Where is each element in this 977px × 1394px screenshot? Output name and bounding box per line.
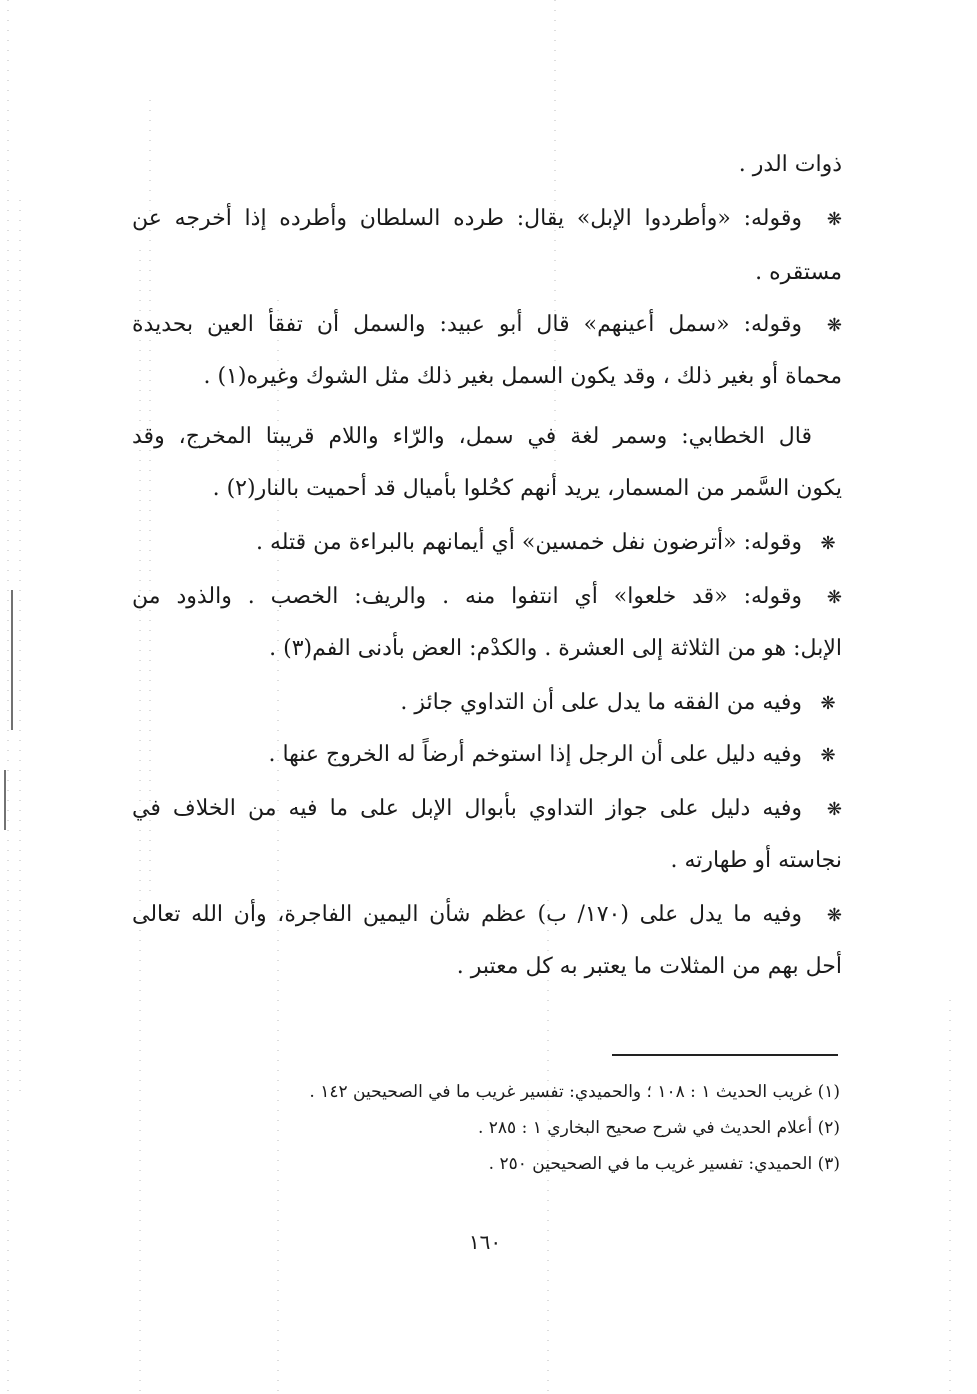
text-line: أحل بهم من المثلات ما يعتبر به كل معتبر . bbox=[456, 954, 842, 979]
footnote-item: (١) غريب الحديث ١ : ١٠٨ ؛ والحميدي: تفسير غريب ما في الصحيحين ١٤٢ . bbox=[309, 1082, 840, 1102]
text-line: قال الخطابي: وسمر لغة في سمل، والرّاء واللام قريبتا المخرج، وقد bbox=[132, 424, 812, 449]
footnote-item: (٣) الحميدي: تفسير غريب ما في الصحيحين ٢٥٠ . bbox=[488, 1154, 840, 1174]
text-line: ❋وفيه دليل على أن الرجل إذا استوخم أرضاً له الخروج عنها . bbox=[132, 730, 842, 780]
text-line: ❋وفيه دليل على جواز التداوي بأبوال الإبل على ما فيه من الخلاف في bbox=[132, 784, 842, 834]
text-line: مستقره . bbox=[755, 260, 842, 285]
asterism-icon: ❋ bbox=[820, 533, 836, 554]
footnote-separator bbox=[612, 1054, 838, 1056]
text-line: نجاسته أو طهارته . bbox=[670, 848, 842, 873]
text-line: ❋وفيه من الفقه ما يدل على أن التداوي جائز . bbox=[132, 678, 842, 728]
text-line: الإبل: هو من الثلاثة إلى العشرة . والكدْم: العض بأدنى الفم(٣) . bbox=[269, 636, 842, 661]
text-line: محماة أو بغير ذلك ، وقد يكون السمل بغير ذلك مثل الشوك وغيره(١) . bbox=[203, 364, 842, 389]
page-number: ١٦٠ bbox=[468, 1230, 502, 1254]
asterism-icon: ❋ bbox=[820, 693, 836, 714]
text-line: ❋وفيه ما يدل على (١٧٠/ ب) عظم شأن اليمين الفاجرة، وأن الله تعالى bbox=[132, 890, 842, 940]
text-line: يكون السَّمر من المسمار، يريد أنهم كحُلوا بأميال قد أحميت بالنار(٢) . bbox=[212, 476, 842, 501]
text-line: ❋وقوله: «سمل أعينهم» قال أبو عبيد: والسمل أن تفقأ العين بحديدة bbox=[132, 300, 842, 350]
asterism-icon: ❋ bbox=[826, 587, 842, 608]
asterism-icon: ❋ bbox=[826, 905, 842, 926]
asterism-icon: ❋ bbox=[826, 209, 842, 230]
footnote-item: (٢) أعلام الحديث في شرح صحيح البخاري ١ : ٢٨٥ . bbox=[477, 1118, 840, 1138]
text-line: ❋وقوله: «قد خلعوا» أي انتفوا منه . والريف: الخصب . والذود من bbox=[132, 572, 842, 622]
asterism-icon: ❋ bbox=[826, 315, 842, 336]
text-line: ❋وقوله: «وأطردوا الإبل» يقال: طرده السلطان وأطرده إذا أخرجه عن bbox=[132, 194, 842, 244]
asterism-icon: ❋ bbox=[826, 799, 842, 820]
asterism-icon: ❋ bbox=[820, 745, 836, 766]
text-line: ❋وقوله: «أترضون نفل خمسين» أي أيمانهم بالبراءة من قتله . bbox=[132, 518, 842, 568]
text-line: ذوات الدر . bbox=[738, 152, 842, 177]
